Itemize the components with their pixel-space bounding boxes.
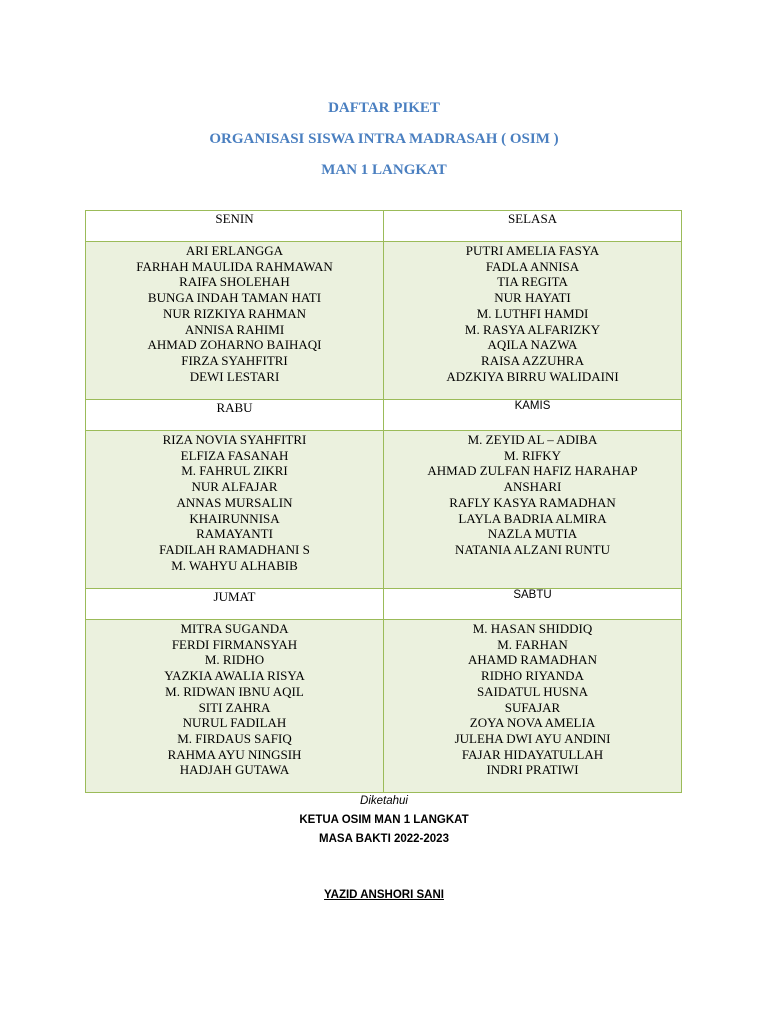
day-header-senin: SENIN [86, 211, 384, 242]
member-name: M. WAHYU ALHABIB [171, 557, 298, 573]
member-name: NUR RIZKIYA RAHMAN [162, 305, 306, 321]
day-header-rabu: RABU [86, 400, 384, 431]
member-name: M. LUTHFI HAMDI [476, 305, 589, 321]
members-kamis [384, 431, 682, 589]
member-name: NAZLA MUTIA [487, 526, 578, 542]
member-name: FARHAH MAULIDA RAHMAWAN [136, 258, 333, 274]
duty-roster-table [85, 210, 682, 793]
member-name: FIRZA SYAHFITRI [181, 352, 288, 368]
school-name: MAN 1 LANGKAT [321, 162, 447, 178]
signatory-name: YAZID ANSHORI SANI [324, 889, 444, 901]
member-name: ANNAS MURSALIN [176, 494, 293, 510]
member-name: ARI ERLANGGA [185, 243, 284, 258]
member-name: M. ZEYID AL – ADIBA [467, 432, 598, 447]
member-name: ANNISA RAHIMI [184, 321, 285, 337]
member-name: RIDHO RIYANDA [481, 668, 584, 684]
member-name: BUNGA INDAH TAMAN HATI [147, 290, 322, 306]
member-name: AHMAD ZOHARNO BAIHAQI [147, 337, 322, 353]
member-name: TIA REGITA [497, 274, 568, 290]
member-name: HADJAH GUTAWA [179, 762, 290, 778]
member-name: AHAMD RAMADHAN [468, 652, 597, 668]
member-name: NUR ALFAJAR [191, 479, 278, 495]
member-name: ZOYA NOVA AMELIA [469, 715, 596, 731]
member-name: YAZKIA AWALIA RISYA [164, 668, 305, 684]
member-name: DEWI LESTARI [189, 368, 280, 384]
member-name: M. RIFKY [503, 447, 562, 463]
member-name: PUTRI AMELIA FASYA [465, 243, 600, 258]
member-name: FAJAR HIDAYATULLAH [461, 746, 604, 762]
acknowledged-label: Diketahui [360, 795, 408, 807]
member-name: AHMAD ZULFAN HAFIZ HARAHAP [427, 463, 638, 479]
member-name: M. RIDWAN IBNU AQIL [165, 683, 304, 699]
member-name: ANSHARI [503, 479, 562, 495]
members-selasa [384, 242, 682, 400]
member-name: RAMAYANTI [196, 526, 273, 542]
member-name: M. FAHRUL ZIKRI [181, 463, 288, 479]
member-name: SAIDATUL HUSNA [476, 683, 589, 699]
member-name: RAIFA SHOLEHAH [179, 274, 290, 290]
member-name: JULEHA DWI AYU ANDINI [454, 730, 611, 746]
member-name: M. FIRDAUS SAFIQ [177, 730, 292, 746]
member-name: FERDI FIRMANSYAH [171, 636, 298, 652]
members-sabtu [384, 620, 682, 793]
member-name: FADLA ANNISA [485, 258, 580, 274]
day-header-jumat: JUMAT [86, 589, 384, 620]
term-of-service: MASA BAKTI 2022-2023 [319, 833, 449, 845]
member-name: M. FARHAN [497, 636, 568, 652]
member-name: SUFAJAR [504, 699, 561, 715]
signatory-position: KETUA OSIM MAN 1 LANGKAT [299, 814, 469, 826]
member-name: M. HASAN SHIDDIQ [472, 621, 593, 636]
member-name: NUR HAYATI [494, 290, 571, 306]
member-name: AQILA NAZWA [487, 337, 578, 353]
member-name: M. RIDHO [204, 652, 265, 668]
members-senin [86, 242, 384, 400]
member-name: ELFIZA FASANAH [180, 447, 289, 463]
member-name: FADILAH RAMADHANI S [159, 541, 310, 557]
members-jumat [86, 620, 384, 793]
member-name: NATANIA ALZANI RUNTU [455, 541, 610, 557]
member-name: INDRI PRATIWI [486, 762, 579, 778]
day-header-selasa: SELASA [384, 211, 682, 242]
member-name: RAISA AZZUHRA [481, 352, 584, 368]
member-name: M. RASYA ALFARIZKY [464, 321, 601, 337]
member-name: RIZA NOVIA SYAHFITRI [162, 432, 307, 447]
member-name: KHAIRUNNISA [189, 510, 280, 526]
organization-name: ORGANISASI SISWA INTRA MADRASAH ( OSIM ) [209, 131, 559, 147]
member-name: RAFLY KASYA RAMADHAN [449, 494, 616, 510]
member-name: LAYLA BADRIA ALMIRA [458, 510, 607, 526]
member-name: MITRA SUGANDA [180, 621, 289, 636]
day-header-sabtu: SABTU [384, 589, 682, 620]
members-rabu [86, 431, 384, 589]
member-name: RAHMA AYU NINGSIH [167, 746, 302, 762]
member-name: SITI ZAHRA [198, 699, 271, 715]
member-name: NURUL FADILAH [182, 715, 287, 731]
member-name: ADZKIYA BIRRU WALIDAINI [446, 368, 619, 384]
day-header-kamis: KAMIS [384, 400, 682, 431]
document-title: DAFTAR PIKET [328, 100, 440, 116]
